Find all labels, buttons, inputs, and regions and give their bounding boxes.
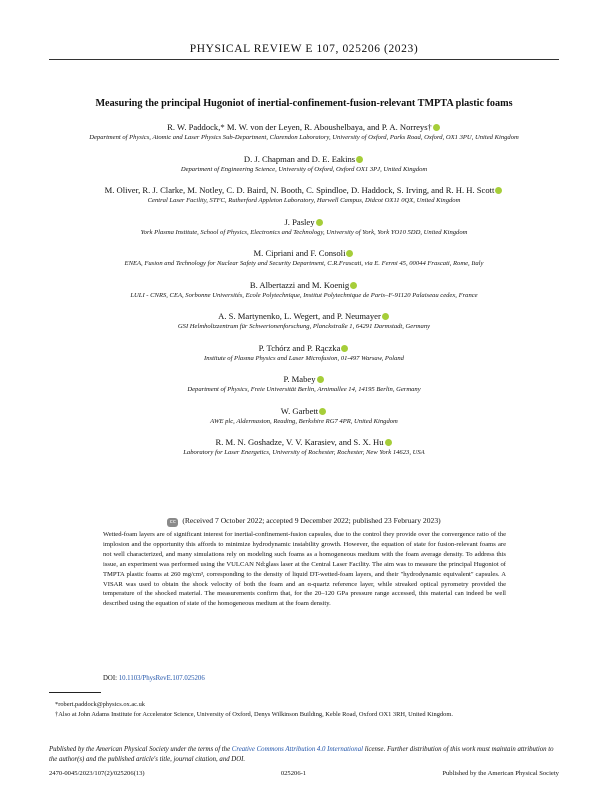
author-group — [40, 343, 568, 364]
paper-title: Measuring the principal Hugoniot of inertial-confinement-fusion-relevant TMPTA plastic foams — [95, 98, 513, 109]
received-text: (Received 7 October 2022; accepted 9 December 2022; published 23 February 2023) — [182, 516, 441, 525]
doi-link[interactable]: 10.1103/PhysRevE.107.025206 — [118, 675, 205, 682]
author-affiliation: Institute of Plasma Physics and Laser Microfusion, 01-497 Warsaw, Poland — [204, 354, 404, 362]
footnotes — [49, 700, 559, 720]
received-dates — [40, 516, 568, 527]
author-names: P. Mabey — [40, 374, 568, 385]
author-affiliation: LULI - CNRS, CEA, Sorbonne Universités, Ecole Polytechnique, Institut Polytechnique de Paris–F-91120 Palaiseau cedex, France — [130, 291, 478, 299]
author-list — [40, 122, 568, 469]
orcid-icon[interactable] — [346, 250, 353, 257]
author-group — [40, 406, 568, 427]
orcid-icon[interactable] — [385, 439, 392, 446]
author-affiliation: Laboratory for Laser Energetics, University of Rochester, Rochester, New York 14623, USA — [183, 449, 425, 456]
author-names: M. Cipriani and F. Consoli — [40, 248, 568, 259]
doi-label: DOI: — [103, 675, 117, 682]
orcid-icon[interactable] — [319, 408, 326, 415]
license-text-after: license. Further distribution of this work must maintain attribution to the author(s) and the published article's title, journal citation, and DOI. — [49, 746, 554, 763]
author-group — [40, 217, 568, 238]
author-affiliation: Department of Physics, Atomic and Laser Physics Sub-Department, Clarendon Laboratory, University of Oxford, Parks Road, Oxford, OX1 3PU, United Kingdom — [89, 134, 519, 141]
author-names: R. W. Paddock,* M. W. von der Leyen, R. Aboushelbaya, and P. A. Norreys† — [40, 122, 568, 133]
license-text-before: Published by the American Physical Society under the terms of the — [49, 746, 232, 753]
footnote-email: *robert.paddock@physics.ox.ac.uk — [55, 701, 146, 708]
author-names: A. S. Martynenko, L. Wegert, and P. Neumayer — [40, 311, 568, 322]
author-group — [40, 374, 568, 395]
footnote-affiliation: †Also at John Adams Institute for Accelerator Science, University of Oxford, Denys Wilkinson Building, Keble Road, Oxford OX1 3RH, United Kingdom. — [55, 711, 453, 718]
journal-header: PHYSICAL REVIEW E 107, 025206 (2023) — [49, 43, 559, 60]
author-affiliation: ENEA, Fusion and Technology for Nuclear Safety and Security Department, C.R.Frascati, via E. Fermi 45, 00044 Frascati, Rome, Italy — [124, 260, 484, 267]
author-affiliation: GSI Helmholtzzentrum für Schwerionenforschung, Planckstraße 1, 64291 Darmstadt, Germany — [177, 323, 431, 330]
author-names: P. Tchórz and P. Rączka — [40, 343, 568, 354]
author-group — [40, 185, 568, 206]
abstract: Wetted-foam layers are of significant interest for inertial-confinement-fusion capsules, due to the control they provide over the convergence ratio of the implosion and the opportunity this affords to minimize hydrodynamic instability growth. However, the equation of state for fusion-relevant foams are not well characterized, and many simulations rely on modeling such foams as a homogeneous medium with the foam average density. To address this issue, an experiment was performed using the VULCAN Nd:glass laser at the Central Laser Facility. The aim was to measure the principal Hugoniot of TMPTA plastic foams at 260 mg/cm³, corresponding to the density of liquid DT-wetted-foam layers, and their "hydrodynamic equivalent" capsules. A VISAR was used to obtain the shock velocity of both the foam and an α-quartz reference layer, while streaked optical pyrometry provided the temperature of the shocked material. The measurements confirm that, for the 20–120 GPa pressure range accessed, this material can indeed be well described using the equation of state of the homogeneous medium at the foam density. — [103, 531, 506, 608]
author-group — [40, 311, 568, 332]
footer-page-number: 025206-1 — [280, 770, 307, 777]
doi-line — [103, 675, 205, 682]
footer-issn: 2470-0045/2023/107(2)/025206(13) — [49, 770, 145, 777]
license-statement — [49, 745, 559, 764]
author-group — [40, 248, 568, 269]
license-link[interactable]: Creative Commons Attribution 4.0 International — [231, 746, 363, 753]
author-names: B. Albertazzi and M. Koenig — [40, 280, 568, 291]
author-group — [40, 154, 568, 175]
orcid-icon[interactable] — [316, 219, 323, 226]
author-affiliation: AWE plc, Aldermaston, Reading, Berkshire RG7 4PR, United Kingdom — [210, 417, 398, 425]
page-footer — [49, 770, 559, 777]
creative-commons-icon[interactable]: cc — [167, 518, 178, 527]
footnote-divider — [49, 692, 101, 693]
author-affiliation: Department of Engineering Science, University of Oxford, Oxford OX1 3PJ, United Kingdom — [180, 165, 428, 173]
orcid-icon[interactable] — [356, 156, 363, 163]
author-group — [40, 280, 568, 301]
author-names: R. M. N. Goshadze, V. V. Karasiev, and S. X. Hu — [40, 437, 568, 448]
author-names: M. Oliver, R. J. Clarke, M. Notley, C. D. Baird, N. Booth, C. Spindloe, D. Haddock, S. Irving, and R. H. H. Scott — [40, 185, 568, 196]
author-group — [40, 122, 568, 143]
orcid-icon[interactable] — [495, 187, 502, 194]
author-names: D. J. Chapman and D. E. Eakins — [40, 154, 568, 165]
author-names: W. Garbett — [40, 406, 568, 417]
orcid-icon[interactable] — [341, 345, 348, 352]
author-affiliation: York Plasma Institute, School of Physics, Electronics and Technology, University of York, York YO10 5DD, United Kingdom — [140, 228, 468, 236]
author-names: J. Pasley — [40, 217, 568, 228]
author-affiliation: Central Laser Facility, STFC, Rutherford Appleton Laboratory, Harwell Campus, Didcot OX11 0QX, United Kingdom — [147, 197, 461, 204]
author-group — [40, 437, 568, 458]
author-affiliation: Department of Physics, Freie Universität Berlin, Arnimallee 14, 14195 Berlin, Germany — [187, 386, 421, 393]
orcid-icon[interactable] — [317, 376, 324, 383]
orcid-icon[interactable] — [382, 313, 389, 320]
footer-publisher: Published by the American Physical Society — [442, 770, 559, 777]
orcid-icon[interactable] — [350, 282, 357, 289]
orcid-icon[interactable] — [433, 124, 440, 131]
